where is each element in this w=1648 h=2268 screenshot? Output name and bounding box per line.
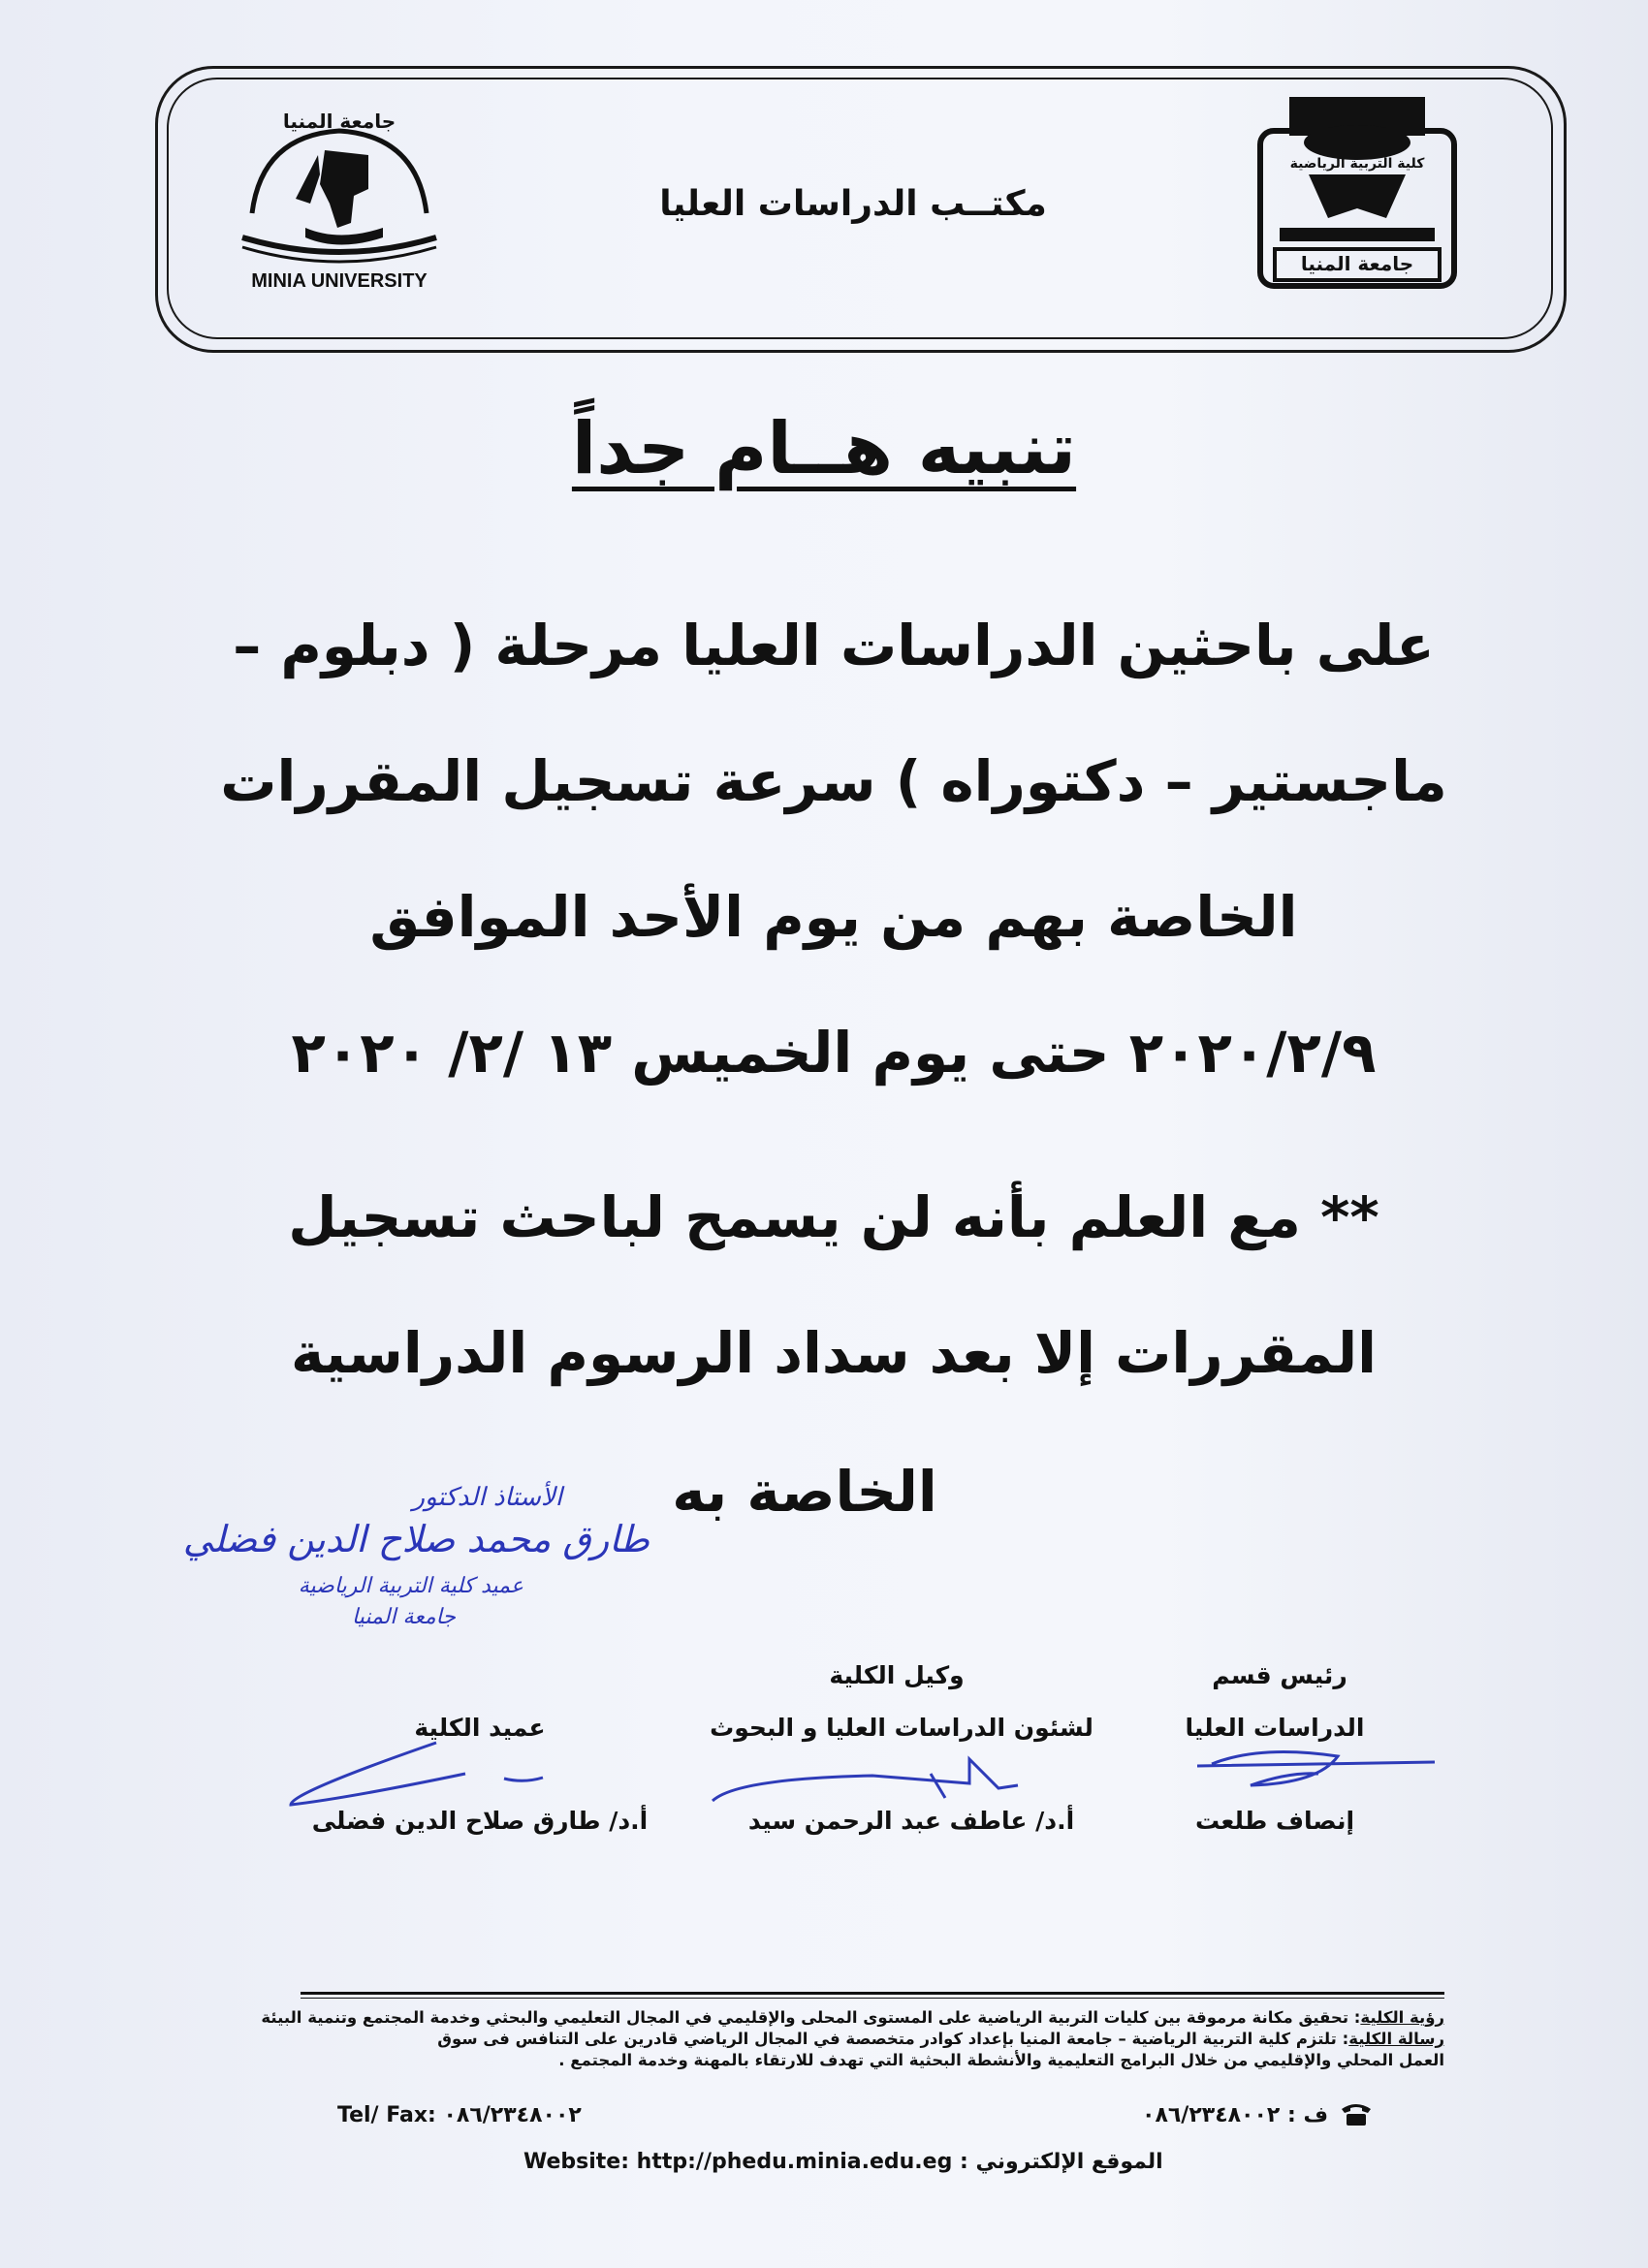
- dept-head-title: رئيس قسم: [1212, 1661, 1347, 1689]
- vision-statement: [261, 2008, 1444, 2028]
- notice-line: الخاصة به: [672, 1459, 937, 1525]
- notice-line: على باحثين الدراسات العليا مرحلة ( دبلوم –: [233, 613, 1435, 678]
- vice-dean-title2: لشئون الدراسات العليا و البحوث: [710, 1714, 1093, 1742]
- website: Website: http://phedu.minia.edu.eg : الموقع الإلكتروني: [523, 2150, 1163, 2174]
- university-logo-text: MINIA UNIVERSITY: [251, 270, 428, 291]
- mission-text: : تلتزم كلية التربية الرياضية – جامعة المنيا بإعداد كوادر متخصصة في المجال الرياضي قادرين على التنافس فى سوق: [437, 2030, 1349, 2048]
- faculty-logo-text: كلية التربية الرياضية: [1289, 156, 1425, 172]
- notice-line: الخاصة بهم من يوم الأحد الموافق: [369, 884, 1298, 950]
- vision-text: : تحقيق مكانة مرموقة بين كليات التربية الرياضية على المستوى المحلى والإقليمي في المجال التعليمي والبحثي وخدمة المجتمع وتنمية البيئة: [261, 2008, 1361, 2027]
- notice-heading: تنبيه هــام جداً: [571, 407, 1077, 490]
- vision-label: رؤية الكلية: [1360, 2008, 1444, 2027]
- faculty-logo-university: جامعة المنيا: [1300, 252, 1414, 275]
- dept-head-name: إنصاف طلعت: [1194, 1807, 1355, 1835]
- vice-dean-title: وكيل الكلية: [829, 1661, 965, 1689]
- dean-name: أ.د/ طارق صلاح الدين فضلى: [311, 1807, 649, 1835]
- mission-statement-cont: العمل المحلي والإقليمي من خلال البرامج التعليمية والأنشطة البحثية التي تهدف للارتقاء بالمهنة وخدمة المجتمع .: [558, 2051, 1444, 2069]
- office-title: مكتــب الدراسات العليا: [659, 184, 1047, 224]
- notice-line: ماجستير – دكتوراه ) سرعة تسجيل المقررات: [220, 748, 1447, 814]
- dean-title: عميد الكلية: [414, 1714, 546, 1742]
- stamp-line: طارق محمد صلاح الدين فضلي: [182, 1518, 650, 1560]
- university-logo-arabic: جامعة المنيا: [282, 110, 396, 133]
- stamp-line: جامعة المنيا: [351, 1605, 456, 1629]
- faculty-logo: [1241, 92, 1474, 310]
- tel-fax: Tel/ Fax: ٠٨٦/٢٣٤٨٠٠٢: [337, 2103, 582, 2127]
- mission-label: رسالة الكلية: [1348, 2030, 1444, 2048]
- mission-statement: [301, 2030, 1444, 2049]
- stamp-line: الأستاذ الدكتور: [412, 1483, 562, 1512]
- notice-line: ٢٠٢٠/٢/٩ حتى يوم الخميس ١٣ /٢/ ٢٠٢٠: [291, 1020, 1377, 1086]
- notice-line: المقررات إلا بعد سداد الرسوم الدراسية: [290, 1320, 1378, 1386]
- notice-line: ** مع العلم بأنه لن يسمح لباحث تسجيل: [288, 1184, 1379, 1250]
- footer-divider: [301, 1992, 1444, 1995]
- minia-university-logo: [223, 107, 456, 291]
- stamp-line: عميد كلية التربية الرياضية: [298, 1574, 523, 1598]
- footer-divider: [301, 1998, 1444, 1999]
- dept-head-title2: الدراسات العليا: [1185, 1714, 1365, 1742]
- phone-arabic: ف : ٠٨٦/٢٣٤٨٠٠٢: [1142, 2103, 1328, 2127]
- telephone-icon: [1340, 2101, 1373, 2126]
- dean-stamp: [165, 1483, 669, 1648]
- vice-dean-name: أ.د/ عاطف عبد الرحمن سيد: [747, 1807, 1075, 1835]
